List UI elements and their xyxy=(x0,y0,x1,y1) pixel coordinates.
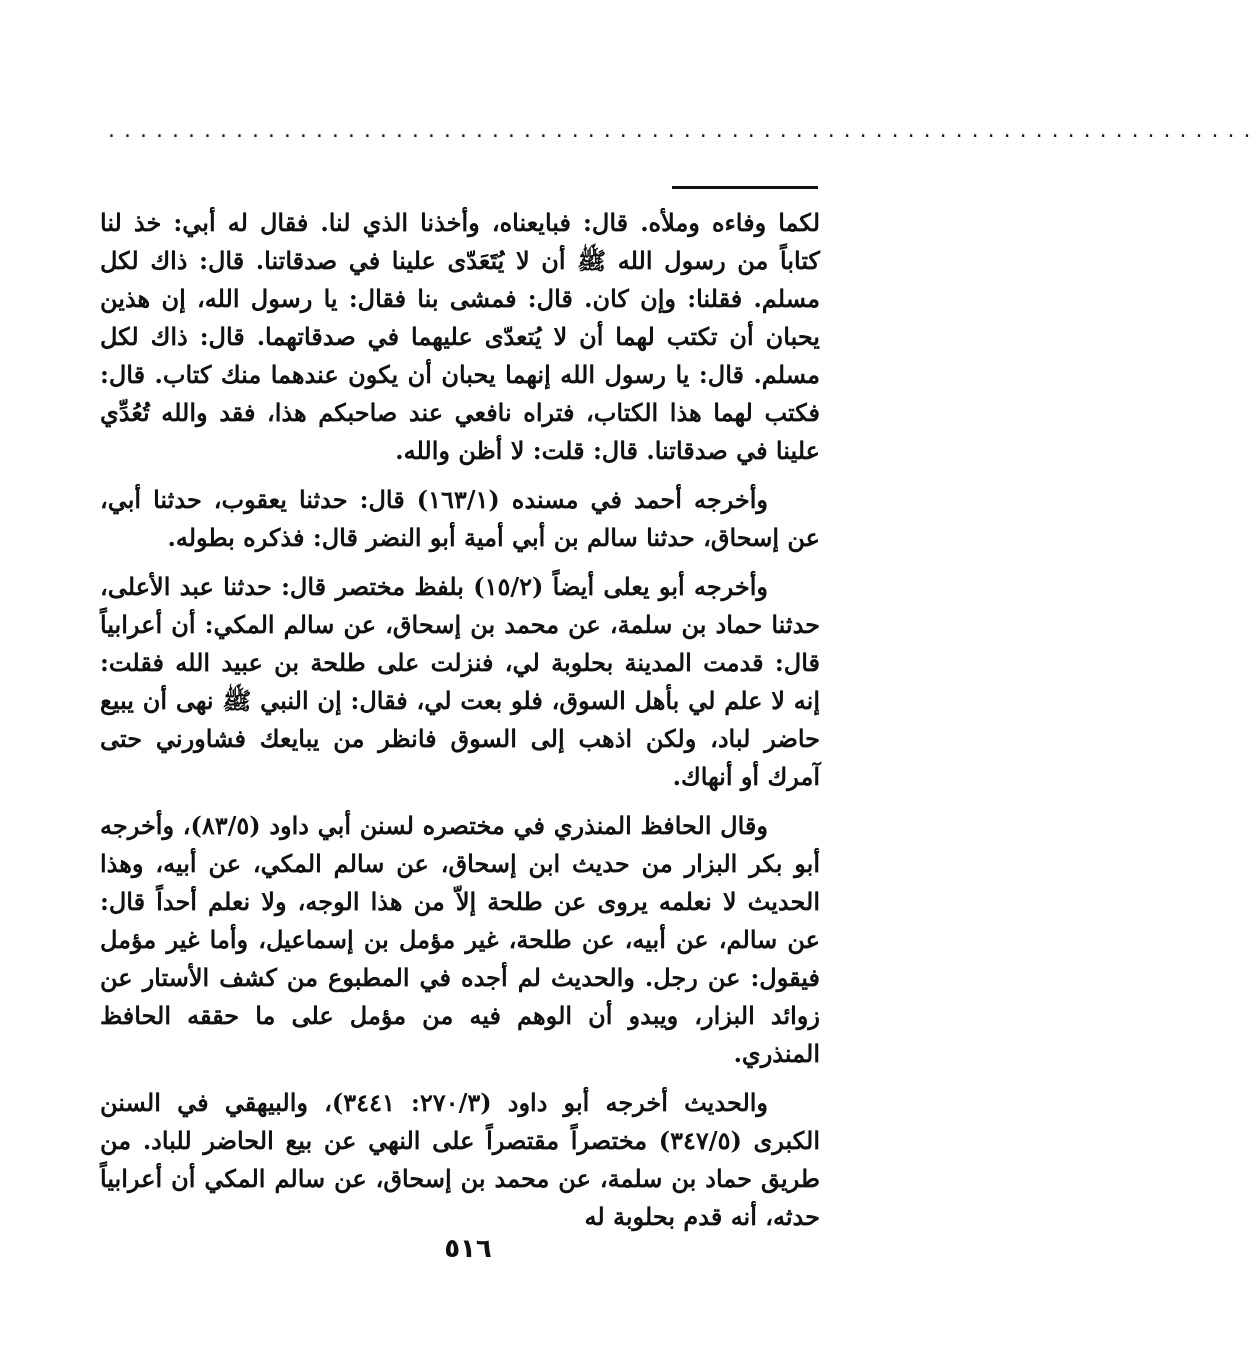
separator-dots: ........................................................................ xyxy=(108,118,1260,143)
page-number: ٥١٦ xyxy=(444,1234,492,1264)
paragraph-3: وأخرجه أبو يعلى أيضاً (١٥/٢) بلفظ مختصر قال: حدثنا عبد الأعلى، حدثنا حماد بن سلمة، عن محمد بن إسحاق، عن سالم المكي: أن أعرابياً قال: قدمت المدينة بحلوبة لي، فنزلت على طلحة بن عبيد الله فقلت: إنه لا علم لي بأهل السوق، فلو بعت لي، فقال: إن النبي ﷺ نهى أن يبيع حاضر لباد، ولكن اذهب إلى السوق فانظر من يبايعك فشاورني حتى آمرك أو أنهاك. xyxy=(100,572,820,791)
paragraph-1: لكما وفاءه وملأه. قال: فبايعناه، وأخذنا الذي لنا. فقال له أبي: خذ لنا كتاباً من رسول الله ﷺ أن لا يُتَعَدّى علينا في صدقاتنا. قال: ذاك لكل مسلم. فقلنا: وإن كان. قال: فمشى بنا فقال: يا رسول الله، إن هذين يحبان أن تكتب لهما أن لا يُتعدّى عليهما في صدقاتهما. قال: ذاك لكل مسلم. قال: يا رسول الله إنهما يحبان أن يكون عندهما منك كتاب. قال: فكتب لهما هذا الكتاب، فتراه نافعي عند صاحبكم هذا، فقد والله تُعُدِّي علينا في صدقاتنا. قال: قلت: لا أظن والله. xyxy=(100,208,820,465)
page-body xyxy=(100,204,820,1247)
paragraph-2: وأخرجه أحمد في مسنده (١٦٣/١) قال: حدثنا يعقوب، حدثنا أبي، عن إسحاق، حدثنا سالم بن أبي أمية أبو النضر قال: فذكره بطوله. xyxy=(100,485,820,552)
paragraph-5: والحديث أخرجه أبو داود (٢٧٠/٣: ٣٤٤١)، والبيهقي في السنن الكبرى (٣٤٧/٥) مختصراً مقتصراً على النهي عن بيع الحاضر للباد. من طريق حماد بن سلمة، عن محمد بن إسحاق، عن سالم المكي أن أعرابياً حدثه، أنه قدم بحلوبة له xyxy=(100,1088,821,1231)
footnote-rule xyxy=(672,186,818,189)
paragraph-4: وقال الحافظ المنذري في مختصره لسنن أبي داود (٨٣/٥)، وأخرجه أبو بكر البزار من حديث ابن إسحاق، عن سالم المكي، عن أبيه، وهذا الحديث لا نعلمه يروى عن طلحة إلاّ من هذا الوجه، ولا نعلم أحداً قال: عن سالم، عن أبيه، عن طلحة، غير مؤمل بن إسماعيل، وأما غير مؤمل فيقول: عن رجل. والحديث لم أجده في المطبوع من كشف الأستار عن زوائد البزار، ويبدو أن الوهم فيه من مؤمل على ما حققه الحافظ المنذري. xyxy=(100,811,821,1068)
